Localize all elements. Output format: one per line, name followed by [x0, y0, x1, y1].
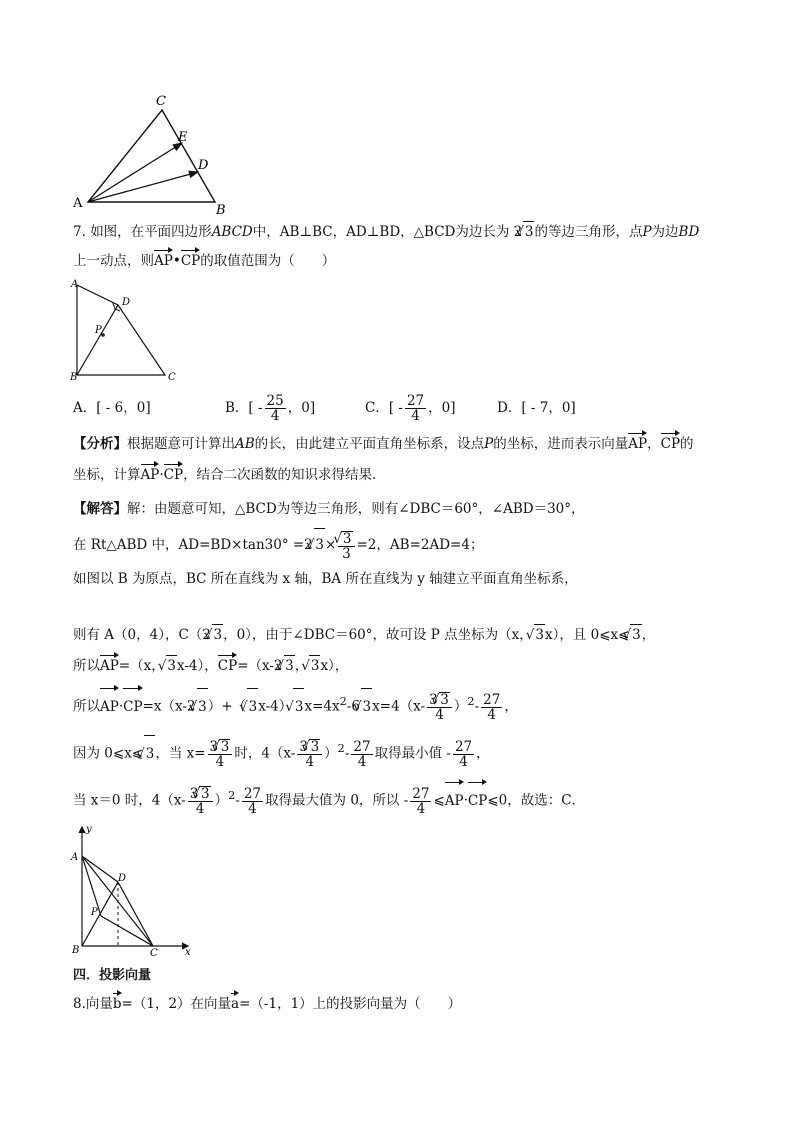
segment-bd	[77, 305, 118, 375]
label-d: D	[198, 158, 209, 173]
analysis-line1: 【分析】根据题意可计算出AB的长，由此建立平面直角坐标系，设点P的坐标，进而表示向量AP，CP的	[73, 436, 694, 452]
label-c: C	[150, 948, 158, 957]
solution-line2: 在 Rt△ABD 中，AD=BD×tan30° =2√ 3× √ $\frac{3}{3}$ =2，AB=2AD=4；	[73, 528, 483, 561]
q7-line2: 上一动点，则AP•CP的取值范围为（ ）	[73, 253, 336, 269]
label-d: D	[118, 873, 127, 884]
solution-line8: 当 x＝0 时，4（x- $\frac{3√ 3}{4}$ ）$^2$- $\frac{27}{4}$ 取得最大值为 0，所以 - $\frac{27}{4}$ ⩽AP·CP⩽0，故选：C．	[73, 778, 585, 819]
analysis-line2: 坐标，计算AP·CP，结合二次函数的知识求得结果．	[73, 467, 386, 483]
label-p: P	[95, 325, 102, 336]
solution-line3: 如图以 B 为原点，BC 所在直线为 x 轴，BA 所在直线为 y 轴建立平面直角坐标系，	[73, 571, 578, 587]
solution-line1: 【解答】解：由题意可知，△BCD为等边三角形，则有∠DBC＝60°，∠ABD＝30°，	[73, 501, 585, 517]
label-a: A	[71, 852, 79, 863]
section-title: 四．投影向量	[73, 968, 152, 983]
figure-quadrilateral	[68, 278, 188, 383]
quad-outline	[77, 285, 165, 375]
vector-ad	[88, 172, 198, 202]
solution-line5: 所以AP=（x，√ 3x-4），CP=（x-2√ 3，√ 3x），	[73, 655, 348, 676]
label-c: C	[168, 372, 176, 383]
figure-triangle-vectors	[70, 90, 250, 215]
option-c[interactable]: C．[ - $\frac{27}{4}$ ，0]	[365, 393, 456, 424]
label-e: E	[178, 130, 188, 145]
vector-ae	[88, 143, 182, 202]
q7-options	[73, 393, 576, 424]
label-b: B	[72, 945, 80, 956]
q7-line1: 7. 如图，在平面四边形ABCD中，AB⊥BC，AD⊥BD，△BCD为边长为 2√ 3的等边三角形，点P为边BD	[73, 221, 699, 242]
label-b: B	[70, 372, 78, 383]
label-b: B	[216, 203, 226, 215]
solution-line7: 因为 0⩽x⩽√ 3，当 x= $\frac{3√ 3}{4}$ 时，4（x- $\frac{3√ 3}{4}$ ）$^2$- $\frac{27}{4}$ 取得最小值 - $\frac{27}{4}$ ，	[73, 731, 490, 772]
label-a: A	[73, 196, 83, 211]
label-x: x	[185, 947, 191, 957]
solution-line6: 所以AP·CP=x（x-2√ 3）+（√ 3x-4）√ $3x=4x^2-6√$ 3x=4（x- $\frac{3√ 3}{4}$ ）$^2$- $\frac{27}{4}$ ，	[73, 684, 518, 725]
q8-line: 8.向量b=（1，2）在向量a=（-1，1）上的投影向量为（ ）	[73, 996, 462, 1012]
label-c: C	[156, 94, 166, 109]
figure-coordinate	[68, 822, 198, 957]
option-d[interactable]: D．[ - 7，0]	[497, 400, 576, 416]
triangle-abc	[88, 110, 215, 202]
label-p: P	[91, 907, 98, 918]
solution-line4: 则有 A（0，4），C（2√ 3，0），由于∠DBC＝60°，故可设 P 点坐标为（x，√ 3x），且 0⩽x⩽√ 3，	[73, 624, 655, 645]
label-a: A	[71, 279, 79, 290]
option-b[interactable]: B．[ - $\frac{25}{4}$ ，0]	[225, 393, 316, 424]
label-y: y	[86, 824, 92, 835]
point-p	[101, 333, 105, 337]
option-a[interactable]: A．[ - 6，0]	[73, 400, 151, 416]
label-d: D	[122, 297, 131, 308]
